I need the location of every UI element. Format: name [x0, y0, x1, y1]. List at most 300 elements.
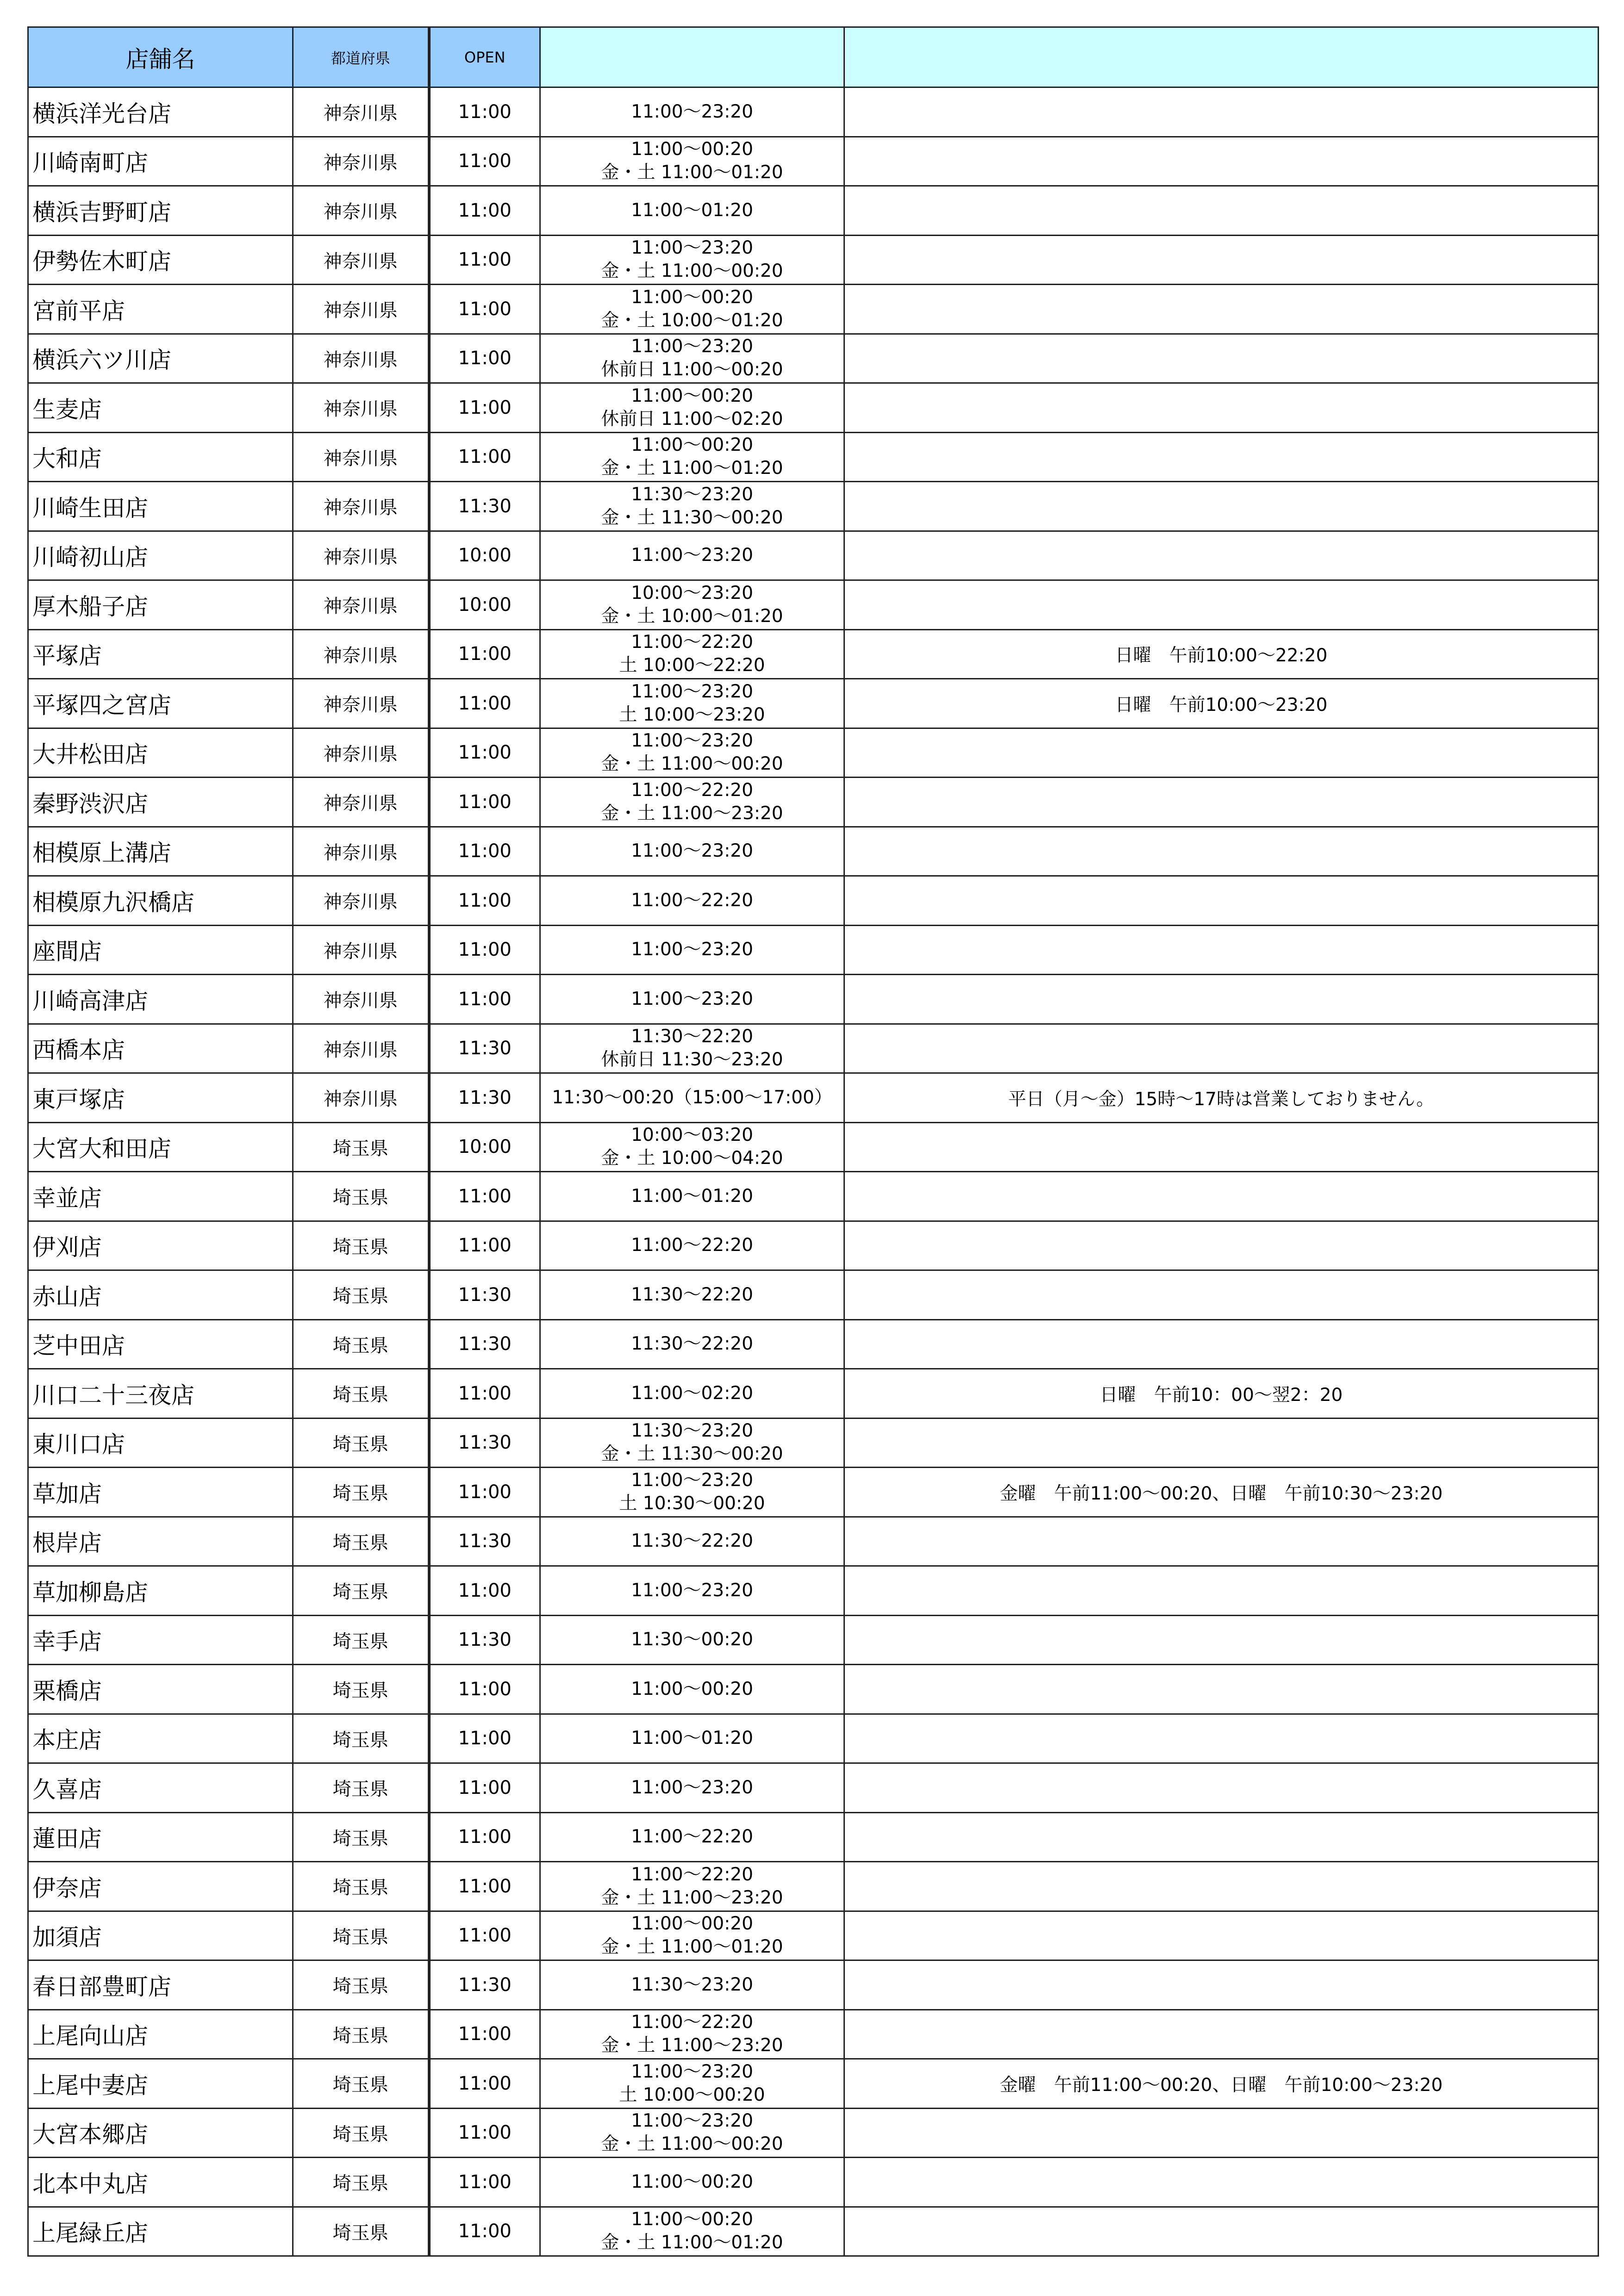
- hours-line: 金・土 11:00～01:20: [601, 2232, 783, 2253]
- hours-line: 11:00～23:20: [631, 2110, 753, 2132]
- business-hours-cell: [540, 1319, 844, 1369]
- open-time-cell: 11:00: [429, 1468, 540, 1517]
- table-row: [28, 580, 1599, 630]
- prefecture-cell: 埼玉県: [293, 1615, 429, 1665]
- store-name-cell: 生麦店: [28, 383, 293, 433]
- note-cell: [844, 1418, 1599, 1468]
- hours-line: 11:00～22:20: [631, 1235, 753, 1256]
- note-cell: [844, 1270, 1599, 1320]
- note-cell: 平日（月～金）15時～17時は営業しておりません。: [844, 1073, 1599, 1123]
- prefecture-cell: 埼玉県: [293, 2158, 429, 2207]
- note-cell: [844, 1566, 1599, 1616]
- open-time-cell: 11:00: [429, 1714, 540, 1763]
- business-hours-cell: [540, 2010, 844, 2059]
- hours-line: 11:00～23:20: [631, 939, 753, 960]
- note-cell: [844, 1812, 1599, 1862]
- business-hours-cell: [540, 975, 844, 1024]
- business-hours-cell: [540, 285, 844, 334]
- open-time-cell: 11:00: [429, 2059, 540, 2109]
- note-cell: 日曜 午前10：00～翌2：20: [844, 1369, 1599, 1419]
- store-name-cell: 大井松田店: [28, 728, 293, 778]
- open-time-cell: 11:30: [429, 1024, 540, 1073]
- prefecture-cell: 神奈川県: [293, 778, 429, 827]
- hours-line: 11:00～23:20: [631, 840, 753, 862]
- open-time-cell: 10:00: [429, 1122, 540, 1172]
- table-row: [28, 1862, 1599, 1911]
- hours-line: 金・土 10:00～04:20: [601, 1148, 783, 1169]
- open-time-cell: 10:00: [429, 531, 540, 580]
- open-time-cell: 11:00: [429, 285, 540, 334]
- hours-line: 金・土 11:00～00:20: [601, 2134, 783, 2155]
- hours-line: 11:30～22:20: [631, 1531, 753, 1552]
- table-row: [28, 235, 1599, 285]
- business-hours-cell: [540, 1024, 844, 1073]
- business-hours-cell: [540, 1665, 844, 1714]
- open-time-cell: 11:30: [429, 1517, 540, 1566]
- table-row: [28, 1369, 1599, 1419]
- table-row: [28, 1122, 1599, 1172]
- note-cell: [844, 1665, 1599, 1714]
- hours-line: 金・土 11:00～00:20: [601, 261, 783, 282]
- header-open: OPEN: [429, 27, 540, 87]
- hours-line: 11:00～23:20: [631, 988, 753, 1009]
- note-cell: [844, 1911, 1599, 1960]
- hours-line: 11:00～00:20: [631, 1913, 753, 1935]
- open-time-cell: 11:00: [429, 1172, 540, 1221]
- hours-line: 11:00～23:20: [631, 681, 753, 702]
- table-row: [28, 1763, 1599, 1813]
- open-time-cell: 11:00: [429, 432, 540, 482]
- prefecture-cell: 神奈川県: [293, 876, 429, 926]
- table-row: [28, 482, 1599, 531]
- open-time-cell: 11:00: [429, 383, 540, 433]
- hours-line: 金・土 11:00～01:20: [601, 1936, 783, 1958]
- hours-line: 11:00～23:20: [631, 1777, 753, 1798]
- prefecture-cell: 神奈川県: [293, 383, 429, 433]
- hours-line: 11:30～22:20: [631, 1026, 753, 1047]
- business-hours-cell: [540, 2207, 844, 2256]
- hours-line: 11:30～22:20: [631, 1333, 753, 1355]
- table-header: [28, 27, 1599, 87]
- prefecture-cell: 埼玉県: [293, 2207, 429, 2256]
- business-hours-cell: [540, 1862, 844, 1911]
- table-row: [28, 827, 1599, 876]
- store-name-cell: 大宮本郷店: [28, 2108, 293, 2158]
- hours-line: 11:00～22:20: [631, 2012, 753, 2033]
- store-name-cell: 草加店: [28, 1468, 293, 1517]
- table-row: [28, 629, 1599, 679]
- hours-line: 11:00～22:20: [631, 890, 753, 911]
- hours-line: 金・土 11:00～23:20: [601, 1887, 783, 1908]
- prefecture-cell: 埼玉県: [293, 1566, 429, 1616]
- business-hours-cell: [540, 531, 844, 580]
- hours-line: 11:00～00:20: [631, 435, 753, 456]
- hours-line: 11:00～22:20: [631, 1864, 753, 1885]
- note-cell: 日曜 午前10:00～23:20: [844, 679, 1599, 728]
- table-row: [28, 1911, 1599, 1960]
- store-name-cell: 相模原九沢橋店: [28, 876, 293, 926]
- hours-line: 11:00～02:20: [631, 1382, 753, 1404]
- prefecture-cell: 埼玉県: [293, 2108, 429, 2158]
- hours-line: 11:00～22:20: [631, 1826, 753, 1848]
- business-hours-cell: [540, 235, 844, 285]
- note-cell: 金曜 午前11:00～00:20、日曜 午前10:00～23:20: [844, 2059, 1599, 2109]
- open-time-cell: 11:00: [429, 186, 540, 236]
- open-time-cell: 11:00: [429, 137, 540, 186]
- table-row: [28, 1024, 1599, 1073]
- store-name-cell: 芝中田店: [28, 1319, 293, 1369]
- table-row: [28, 432, 1599, 482]
- note-cell: [844, 235, 1599, 285]
- business-hours-cell: [540, 2158, 844, 2207]
- store-name-cell: 座間店: [28, 925, 293, 975]
- prefecture-cell: 神奈川県: [293, 1073, 429, 1123]
- store-name-cell: 赤山店: [28, 1270, 293, 1320]
- table-row: [28, 1319, 1599, 1369]
- hours-line: 11:00～00:20: [631, 2171, 753, 2192]
- hours-line: 金・土 11:00～00:20: [601, 753, 783, 775]
- table-row: [28, 1468, 1599, 1517]
- table-row: [28, 2010, 1599, 2059]
- table-row: [28, 1665, 1599, 1714]
- table-row: [28, 728, 1599, 778]
- store-name-cell: 相模原上溝店: [28, 827, 293, 876]
- hours-line: 金・土 11:00～23:20: [601, 803, 783, 824]
- hours-line: 金・土 10:00～01:20: [601, 310, 783, 331]
- business-hours-cell: [540, 1517, 844, 1566]
- open-time-cell: 11:00: [429, 235, 540, 285]
- prefecture-cell: 神奈川県: [293, 531, 429, 580]
- hours-line: 休前日 11:30～23:20: [601, 1049, 783, 1070]
- note-cell: [844, 1960, 1599, 2010]
- header-row: [28, 27, 1599, 87]
- table-row: [28, 2207, 1599, 2256]
- prefecture-cell: 神奈川県: [293, 334, 429, 383]
- open-time-cell: 11:00: [429, 728, 540, 778]
- note-cell: [844, 87, 1599, 137]
- business-hours-cell: [540, 137, 844, 186]
- store-name-cell: 厚木船子店: [28, 580, 293, 630]
- prefecture-cell: 神奈川県: [293, 482, 429, 531]
- open-time-cell: 11:00: [429, 679, 540, 728]
- hours-line: 11:00～23:20: [631, 336, 753, 357]
- prefecture-cell: 神奈川県: [293, 679, 429, 728]
- hours-line: 11:00～23:20: [631, 545, 753, 566]
- open-time-cell: 11:00: [429, 827, 540, 876]
- hours-line: 11:00～23:20: [631, 1580, 753, 1601]
- store-name-cell: 横浜吉野町店: [28, 186, 293, 236]
- hours-line: 11:30～22:20: [631, 1284, 753, 1305]
- prefecture-cell: 神奈川県: [293, 235, 429, 285]
- business-hours-cell: [540, 876, 844, 926]
- store-name-cell: 北本中丸店: [28, 2158, 293, 2207]
- hours-line: 11:00～23:20: [631, 2061, 753, 2082]
- hours-line: 11:30～00:20（15:00～17:00）: [552, 1087, 832, 1108]
- table-row: [28, 1960, 1599, 2010]
- business-hours-cell: [540, 186, 844, 236]
- open-time-cell: 11:30: [429, 482, 540, 531]
- hours-line: 11:00～22:20: [631, 779, 753, 801]
- store-name-cell: 幸並店: [28, 1172, 293, 1221]
- prefecture-cell: 埼玉県: [293, 1812, 429, 1862]
- table-row: [28, 186, 1599, 236]
- prefecture-cell: 埼玉県: [293, 2010, 429, 2059]
- table-row: [28, 2158, 1599, 2207]
- hours-line: 11:00～00:20: [631, 2209, 753, 2230]
- note-cell: [844, 1319, 1599, 1369]
- store-name-cell: 本庄店: [28, 1714, 293, 1763]
- note-cell: 金曜 午前11:00～00:20、日曜 午前10:30～23:20: [844, 1468, 1599, 1517]
- prefecture-cell: 神奈川県: [293, 629, 429, 679]
- business-hours-cell: [540, 827, 844, 876]
- note-cell: [844, 827, 1599, 876]
- store-name-cell: 川崎高津店: [28, 975, 293, 1024]
- hours-line: 11:00～01:20: [631, 1185, 753, 1207]
- table-row: [28, 1221, 1599, 1270]
- open-time-cell: 10:00: [429, 580, 540, 630]
- store-name-cell: 川口二十三夜店: [28, 1369, 293, 1419]
- open-time-cell: 11:30: [429, 1319, 540, 1369]
- hours-line: 金・土 11:30～00:20: [601, 507, 783, 528]
- table-row: [28, 679, 1599, 728]
- store-name-cell: 久喜店: [28, 1763, 293, 1813]
- table-row: [28, 975, 1599, 1024]
- hours-line: 休前日 11:00～02:20: [601, 408, 783, 429]
- hours-line: 11:00～00:20: [631, 385, 753, 406]
- note-cell: [844, 876, 1599, 926]
- open-time-cell: 11:00: [429, 1369, 540, 1419]
- store-name-cell: 大和店: [28, 432, 293, 482]
- business-hours-cell: [540, 334, 844, 383]
- prefecture-cell: 埼玉県: [293, 1714, 429, 1763]
- store-name-cell: 秦野渋沢店: [28, 778, 293, 827]
- business-hours-cell: [540, 1763, 844, 1813]
- table-row: [28, 531, 1599, 580]
- header-hours: [540, 27, 844, 87]
- prefecture-cell: 埼玉県: [293, 1172, 429, 1221]
- business-hours-cell: [540, 1714, 844, 1763]
- open-time-cell: 11:00: [429, 629, 540, 679]
- table-row: [28, 1812, 1599, 1862]
- prefecture-cell: 埼玉県: [293, 1862, 429, 1911]
- open-time-cell: 11:00: [429, 876, 540, 926]
- prefecture-cell: 埼玉県: [293, 1369, 429, 1419]
- header-prefecture: 都道府県: [293, 27, 429, 87]
- open-time-cell: 11:00: [429, 1862, 540, 1911]
- note-cell: [844, 432, 1599, 482]
- open-time-cell: 11:00: [429, 1763, 540, 1813]
- hours-line: 金・土 11:00～01:20: [601, 162, 783, 183]
- business-hours-cell: [540, 1122, 844, 1172]
- prefecture-cell: 埼玉県: [293, 1960, 429, 2010]
- note-cell: [844, 778, 1599, 827]
- prefecture-cell: 神奈川県: [293, 87, 429, 137]
- prefecture-cell: 埼玉県: [293, 1221, 429, 1270]
- note-cell: [844, 2108, 1599, 2158]
- hours-line: 土 10:30～00:20: [619, 1493, 765, 1514]
- table-row: [28, 285, 1599, 334]
- hours-line: 土 10:00～23:20: [619, 704, 765, 725]
- note-cell: [844, 383, 1599, 433]
- store-name-cell: 上尾向山店: [28, 2010, 293, 2059]
- prefecture-cell: 神奈川県: [293, 285, 429, 334]
- hours-line: 金・土 11:00～23:20: [601, 2035, 783, 2056]
- open-time-cell: 11:00: [429, 2010, 540, 2059]
- store-name-cell: 平塚店: [28, 629, 293, 679]
- prefecture-cell: 神奈川県: [293, 137, 429, 186]
- store-name-cell: 横浜洋光台店: [28, 87, 293, 137]
- open-time-cell: 11:00: [429, 2207, 540, 2256]
- table-row: [28, 2108, 1599, 2158]
- business-hours-cell: [540, 629, 844, 679]
- business-hours-cell: [540, 87, 844, 137]
- open-time-cell: 11:30: [429, 1615, 540, 1665]
- prefecture-cell: 神奈川県: [293, 186, 429, 236]
- prefecture-cell: 埼玉県: [293, 1270, 429, 1320]
- note-cell: [844, 2158, 1599, 2207]
- hours-line: 11:30～23:20: [631, 1420, 753, 1442]
- business-hours-cell: [540, 1960, 844, 2010]
- hours-line: 休前日 11:00～00:20: [601, 359, 783, 380]
- note-cell: [844, 1172, 1599, 1221]
- prefecture-cell: 埼玉県: [293, 1763, 429, 1813]
- business-hours-cell: [540, 925, 844, 975]
- business-hours-cell: [540, 2059, 844, 2109]
- hours-line: 10:00～03:20: [631, 1125, 753, 1146]
- note-cell: [844, 2207, 1599, 2256]
- store-name-cell: 栗橋店: [28, 1665, 293, 1714]
- hours-line: 11:00～23:20: [631, 237, 753, 259]
- business-hours-cell: [540, 1270, 844, 1320]
- table-row: [28, 137, 1599, 186]
- store-hours-table: [27, 26, 1599, 2257]
- prefecture-cell: 神奈川県: [293, 1024, 429, 1073]
- store-name-cell: 上尾緑丘店: [28, 2207, 293, 2256]
- open-time-cell: 11:30: [429, 1270, 540, 1320]
- note-cell: [844, 925, 1599, 975]
- table-row: [28, 334, 1599, 383]
- store-name-cell: 川崎初山店: [28, 531, 293, 580]
- hours-line: 金・土 11:30～00:20: [601, 1444, 783, 1465]
- open-time-cell: 11:00: [429, 2158, 540, 2207]
- open-time-cell: 11:00: [429, 1566, 540, 1616]
- prefecture-cell: 神奈川県: [293, 580, 429, 630]
- store-name-cell: 横浜六ツ川店: [28, 334, 293, 383]
- business-hours-cell: [540, 728, 844, 778]
- open-time-cell: 11:00: [429, 1911, 540, 1960]
- store-name-cell: 伊奈店: [28, 1862, 293, 1911]
- business-hours-cell: [540, 1615, 844, 1665]
- table-row: [28, 925, 1599, 975]
- business-hours-cell: [540, 1566, 844, 1616]
- prefecture-cell: 神奈川県: [293, 975, 429, 1024]
- open-time-cell: 11:00: [429, 1221, 540, 1270]
- store-name-cell: 春日部豊町店: [28, 1960, 293, 2010]
- hours-line: 11:00～00:20: [631, 139, 753, 160]
- table-row: [28, 1418, 1599, 1468]
- open-time-cell: 11:00: [429, 1665, 540, 1714]
- note-cell: [844, 1221, 1599, 1270]
- store-name-cell: 根岸店: [28, 1517, 293, 1566]
- note-cell: [844, 1615, 1599, 1665]
- hours-line: 11:00～01:20: [631, 199, 753, 221]
- business-hours-cell: [540, 1468, 844, 1517]
- note-cell: [844, 1517, 1599, 1566]
- business-hours-cell: [540, 2108, 844, 2158]
- note-cell: [844, 1714, 1599, 1763]
- hours-line: 11:30～23:20: [631, 484, 753, 505]
- hours-line: 11:30～00:20: [631, 1629, 753, 1650]
- prefecture-cell: 埼玉県: [293, 1517, 429, 1566]
- hours-line: 11:00～00:20: [631, 286, 753, 308]
- hours-line: 10:00～23:20: [631, 582, 753, 604]
- table-row: [28, 1566, 1599, 1616]
- note-cell: [844, 728, 1599, 778]
- prefecture-cell: 神奈川県: [293, 432, 429, 482]
- header-store-name: 店舗名: [28, 27, 293, 87]
- store-name-cell: 宮前平店: [28, 285, 293, 334]
- prefecture-cell: 埼玉県: [293, 1418, 429, 1468]
- table-row: [28, 2059, 1599, 2109]
- open-time-cell: 11:00: [429, 2108, 540, 2158]
- prefecture-cell: 埼玉県: [293, 1122, 429, 1172]
- business-hours-cell: [540, 1073, 844, 1123]
- note-cell: 日曜 午前10:00～22:20: [844, 629, 1599, 679]
- business-hours-cell: [540, 679, 844, 728]
- header-note: [844, 27, 1599, 87]
- store-name-cell: 伊刈店: [28, 1221, 293, 1270]
- note-cell: [844, 1024, 1599, 1073]
- prefecture-cell: 埼玉県: [293, 1468, 429, 1517]
- business-hours-cell: [540, 580, 844, 630]
- prefecture-cell: 神奈川県: [293, 925, 429, 975]
- store-name-cell: 大宮大和田店: [28, 1122, 293, 1172]
- store-name-cell: 東川口店: [28, 1418, 293, 1468]
- business-hours-cell: [540, 1172, 844, 1221]
- hours-line: 11:00～00:20: [631, 1678, 753, 1699]
- note-cell: [844, 580, 1599, 630]
- store-name-cell: 川崎生田店: [28, 482, 293, 531]
- hours-line: 土 10:00～00:20: [619, 2084, 765, 2105]
- business-hours-cell: [540, 778, 844, 827]
- table-body: [28, 87, 1599, 2256]
- store-name-cell: 蓮田店: [28, 1812, 293, 1862]
- note-cell: [844, 186, 1599, 236]
- note-cell: [844, 975, 1599, 1024]
- hours-line: 金・土 11:00～01:20: [601, 458, 783, 479]
- store-name-cell: 平塚四之宮店: [28, 679, 293, 728]
- open-time-cell: 11:30: [429, 1418, 540, 1468]
- table-row: [28, 87, 1599, 137]
- note-cell: [844, 334, 1599, 383]
- table-row: [28, 876, 1599, 926]
- store-name-cell: 加須店: [28, 1911, 293, 1960]
- hours-line: 11:30～23:20: [631, 1974, 753, 1995]
- open-time-cell: 11:00: [429, 975, 540, 1024]
- hours-line: 11:00～22:20: [631, 632, 753, 653]
- store-name-cell: 上尾中妻店: [28, 2059, 293, 2109]
- hours-line: 11:00～01:20: [631, 1728, 753, 1749]
- business-hours-cell: [540, 1418, 844, 1468]
- business-hours-cell: [540, 1221, 844, 1270]
- open-time-cell: 11:30: [429, 1073, 540, 1123]
- business-hours-cell: [540, 383, 844, 433]
- prefecture-cell: 神奈川県: [293, 728, 429, 778]
- table-row: [28, 1615, 1599, 1665]
- open-time-cell: 11:00: [429, 334, 540, 383]
- prefecture-cell: 埼玉県: [293, 1319, 429, 1369]
- store-name-cell: 西橋本店: [28, 1024, 293, 1073]
